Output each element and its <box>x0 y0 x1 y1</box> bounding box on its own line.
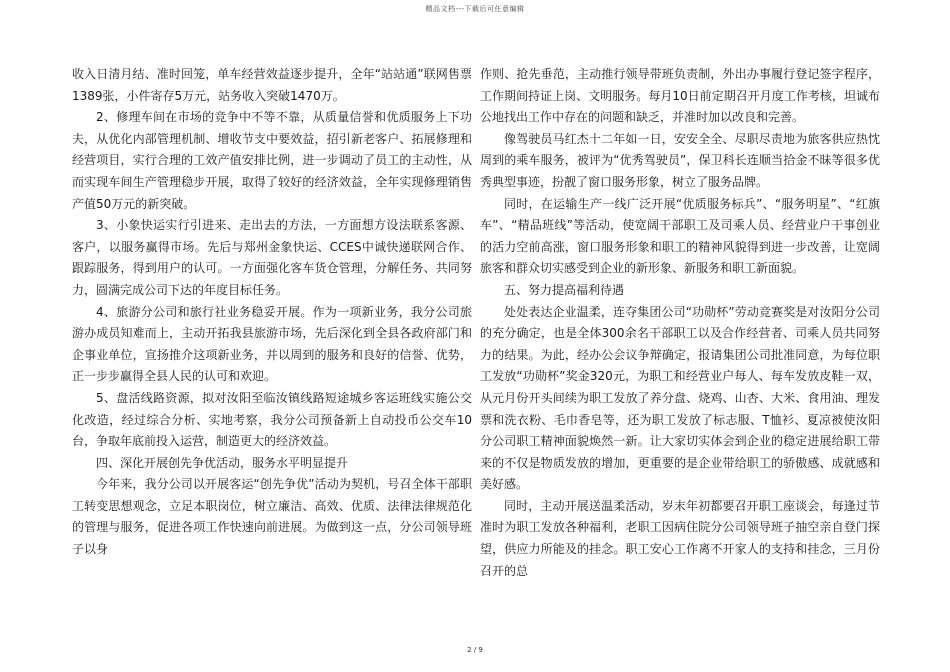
paragraph: 像驾驶员马红杰十二年如一日，安安全全、尽职尽责地为旅客供应热忱周到的乘车服务，被评为“优秀驾驶员”，保卫科长连顺当拾金不昧等很多优秀典型事迹，扮靓了窗口服务形象，树立了服务品牌。 <box>480 131 880 189</box>
right-column <box>480 64 880 582</box>
page-number: 2 / 9 <box>467 646 483 654</box>
page-header: 精品文档---下载后可任意编辑 <box>425 5 525 13</box>
paragraph: 同时，在运输生产一线广泛开展“优质服务标兵”、“服务明星”、“红旗车”、“精品班线”等活动，使宽阔干部职工及司乘人员、经营业户干事创业的活力空前高涨，窗口服务形象和职工的精神风貌得到进一步改善，让宽阔旅客和群众切实感受到企业的新形象、新服务和职工新面貌。 <box>480 196 880 276</box>
paragraph: 今年来，我分公司以开展客运“创先争优”活动为契机，号召全体干部职工转变思想观念，立足本职岗位，树立廉洁、高效、优质、法律法律规范化的管理与服务，促进各项工作快速向前进展。为做到这一点，分公司领导班子以身 <box>72 477 472 557</box>
section-heading: 五、努力提高福利待遇 <box>504 282 625 297</box>
paragraph: 收入日清月结、准时回笼，单车经营效益逐步提升，全年“站站通”联网售票1389张，小件寄存5万元，站务收入突破1470万。 <box>72 67 472 103</box>
paragraph: 作则、抢先垂范，主动推行领导带班负责制，外出办事履行登记签字程序，工作期间持证上岗、文明服务。每月10日前定期召开月度工作考核，坦诚布公地找出工作中存在的问题和缺乏，并准时加以改良和完善。 <box>480 67 880 125</box>
paragraph: 3、小象快运实行引进来、走出去的方法，一方面想方设法联系客源、客户，以服务赢得市场。先后与郑州金象快运、CCES中诚快递联网合作、跟踪服务，得到用户的认可。一方面强化客车货仓管理，分解任务、共同努力，圆满完成公司下达的年度目标任务。 <box>72 218 472 297</box>
paragraph: 处处表达企业温柔，连夺集团公司“功勋杯”劳动竞赛奖是对汝阳分公司的充分确定，也是全体300余名干部职工以及合作经营者、司乘人员共同努力的结果。为此，经办公会议争辩确定，报请集团公司批准同意，为每位职工发放“功勋杯”奖金320元，为职工和经营业户每人、每车发放皮鞋一双，从元月份开头间续为职工发放了养分盘、烧鸡、山杏、大米、食用油、理发票和洗衣粉、毛巾香皂等，还为职工发放了标志服、T恤衫、夏凉被使汝阳分公司职工精神面貌焕然一新。让大家切实体会到企业的稳定进展给职工带来的不仅是物质发放的增加，更重要的是企业带给职工的骄傲感、成就感和美好感。 <box>480 304 880 492</box>
paragraph: 同时，主动开展送温柔活动，岁末年初都要召开职工座谈会，每逢过节准时为职工发放各种福利，老职工因病住院分公司领导班子抽空亲自登门探望，供应力所能及的挂念。职工安心工作离不开家人的支持和挂念，三月份召开的总 <box>480 498 880 578</box>
section-heading: 四、深化开展创先争优活动，服务水平明显提升 <box>96 455 349 470</box>
paragraph: 4、旅游分公司和旅行社业务稳妥开展。作为一项新业务，我分公司旅游办成员知难而上，主动开拓我县旅游市场，先后深化到全县各政府部门和企事业单位，宣扬推介这项新业务，并以周到的服务和良好的信誉、优势，正一步步赢得全县人民的认可和欢迎。 <box>72 304 472 384</box>
paragraph: 2、修理车间在市场的竞争中不等不靠，从质量信誉和优质服务上下功夫，从优化内部管理机制、增收节支中要效益，招引新老客户、拓展修理和经营项目，实行合理的工效产值安排比例，进一步调动了员工的主动性，从而实现车间生产管理稳步开展，取得了较好的经济效益，全年实现修理销售产值50万元的新突破。 <box>72 110 472 211</box>
paragraph: 5、盘活线路资源，拟对汝阳至临汝镇线路短途城乡客运班线实施公交化改造，经过综合分析、实地考察，我分公司预备新上自动投币公交车10台，争取年底前投入运营，制造更大的经济效益。 <box>72 390 472 449</box>
left-column <box>72 64 472 561</box>
